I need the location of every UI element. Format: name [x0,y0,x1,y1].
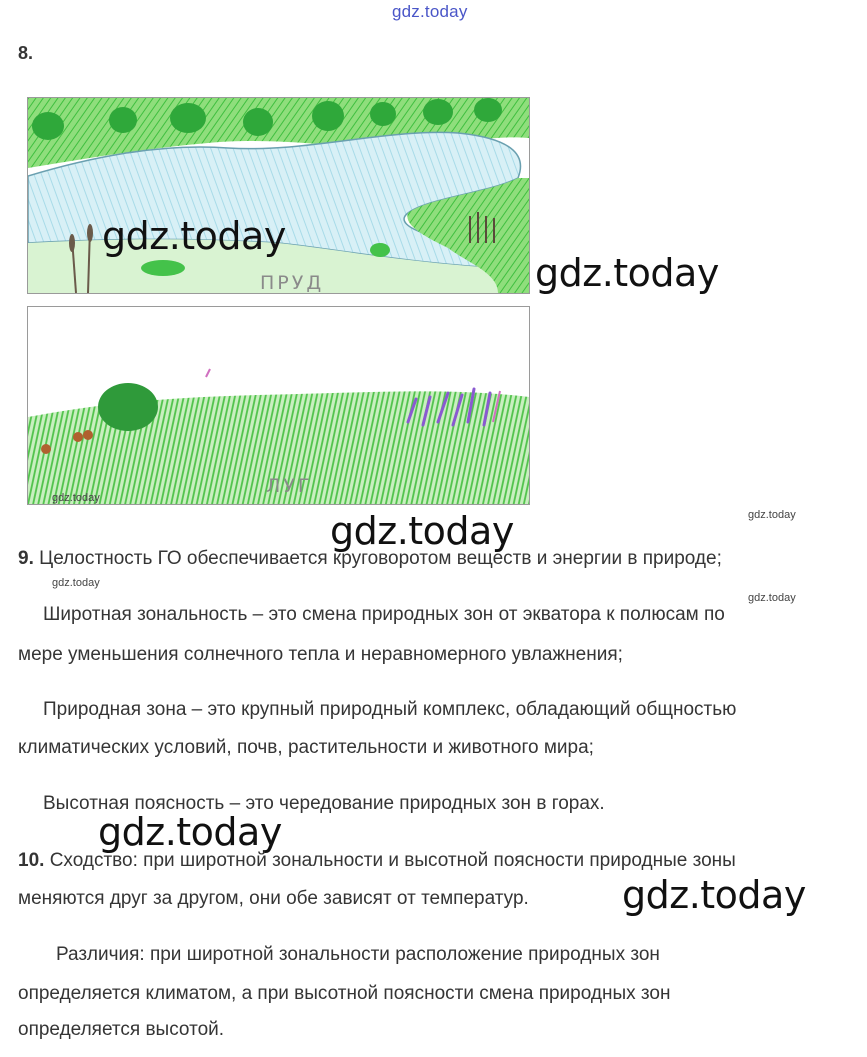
pond-drawing [27,97,530,294]
meadow-drawing [27,306,530,505]
task-10-line-2: меняются друг за другом, они обе зависят от температур. [18,888,529,909]
watermark-small-4: gdz.today [748,592,796,604]
task-9-text: Целостность ГО обеспечивается круговоротом веществ и энергии в природе; [39,548,722,569]
differences-line-2: определяется климатом, а при высотной поясности смена природных зон [18,983,671,1004]
task-10-number: 10. [18,850,45,871]
watermark-small-1: gdz.today [52,492,100,504]
watermark-large-2: gdz.today [535,251,719,295]
differences-line-1: Различия: при широтной зональности расположение природных зон [56,944,660,965]
watermark-top: gdz.today [392,2,468,21]
differences-line-3: определяется высотой. [18,1019,225,1040]
watermark-large-1: gdz.today [102,214,286,258]
task-9-line-1 [18,549,722,568]
zonality-definition-line-1: Широтная зональность – это смена природных зон от экватора к полюсам по [43,604,725,625]
meadow-caption: ЛУГ [266,475,313,497]
altitudinal-zonation-definition: Высотная поясность – это чередование природных зон в горах. [43,793,605,814]
watermark-large-3: gdz.today [330,509,514,553]
watermark-large-5: gdz.today [622,873,806,917]
task-8-number: 8. [18,43,34,63]
zonality-definition-line-2: мере уменьшения солнечного тепла и неравномерного увлажнения; [18,644,623,665]
natural-zone-definition-line-2: климатических условий, почв, растительности и животного мира; [18,737,594,758]
pond-caption: ПРУД [260,272,325,293]
task-9-number: 9. [18,548,34,569]
watermark-small-3: gdz.today [52,577,100,589]
task-10-line-1 [18,851,736,870]
task-10-text: Сходство: при широтной зональности и высотной поясности природные зоны [49,850,736,871]
natural-zone-definition-line-1: Природная зона – это крупный природный комплекс, обладающий общностью [43,699,737,720]
watermark-large-4: gdz.today [98,810,282,854]
watermark-small-2: gdz.today [748,509,796,521]
